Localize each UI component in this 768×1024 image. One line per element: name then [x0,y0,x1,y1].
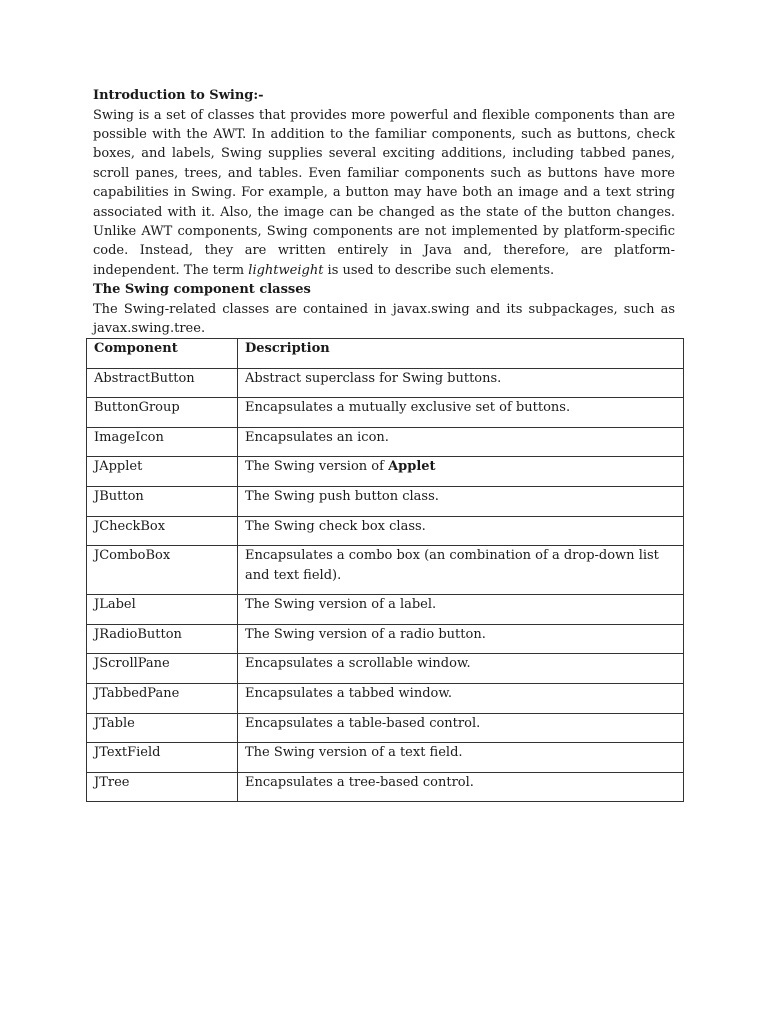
cell-description: Abstract superclass for Swing buttons. [238,368,684,398]
table-row [87,624,684,654]
cell-description: The Swing version of a text field. [238,743,684,773]
table-row [87,546,684,595]
cell-description: Encapsulates a combo box (an combination of a drop-down list and text field). [238,546,684,595]
cell-description: Encapsulates a mutually exclusive set of buttons. [238,398,684,428]
cell-component: JRadioButton [87,624,238,654]
table-row [87,713,684,743]
table-row [87,398,684,428]
cell-component: JTable [87,713,238,743]
intro-paragraph [93,106,675,281]
cell-description [238,457,684,487]
header-description: Description [238,339,684,369]
intro-heading: Introduction to Swing:- [93,88,264,103]
cell-component: JLabel [87,595,238,625]
component-table [86,338,684,802]
intro-paragraph-emphasis: lightweight [248,262,324,278]
cell-description: Encapsulates an icon. [238,427,684,457]
cell-component: JApplet [87,457,238,487]
cell-description: The Swing version of a label. [238,595,684,625]
cell-description: Encapsulates a scrollable window. [238,654,684,684]
cell-description: The Swing check box class. [238,516,684,546]
header-component: Component [87,339,238,369]
classes-heading: The Swing component classes [93,282,311,298]
cell-component: JCheckBox [87,516,238,546]
cell-description: Encapsulates a tree-based control. [238,772,684,802]
table-row [87,368,684,398]
cell-component: ButtonGroup [87,398,238,428]
cell-component: AbstractButton [87,368,238,398]
cell-description-text: The Swing version of [245,459,389,475]
cell-description: Encapsulates a table-based control. [238,713,684,743]
cell-description: Encapsulates a tabbed window. [238,683,684,713]
table-row [87,772,684,802]
cell-description-bold: Applet [388,459,436,475]
classes-paragraph: The Swing-related classes are contained in javax.swing and its subpackages, such as javax.swing.tree. [93,301,675,337]
table-row [87,516,684,546]
cell-component: JTabbedPane [87,683,238,713]
table-row [87,595,684,625]
intro-paragraph-tail: is used to describe such elements. [323,262,555,278]
table-row [87,486,684,516]
cell-component: JComboBox [87,546,238,595]
table-row [87,743,684,773]
cell-component: JTree [87,772,238,802]
table-row [87,654,684,684]
cell-component: ImageIcon [87,427,238,457]
intro-paragraph-text: Swing is a set of classes that provides more powerful and flexible components than are possible with the AWT. In addition to the familiar components, such as buttons, check boxes, and labels, Swing supplies several exciting additions, including tabbed panes, scroll panes, trees, and tables. Even familiar components such as buttons have more capabilities in Swing. For example, a button may have both an image and a text string associated with it. Also, the image can be changed as the state of the button changes. Unlike AWT components, Swing components are not implemented by platform-specific code. Instead, they are written entirely in Java and, therefore, are platform-independent. The term [93,107,675,278]
document-page [93,86,675,338]
cell-component: JButton [87,486,238,516]
table-header-row [87,339,684,369]
table-row [87,427,684,457]
cell-component: JTextField [87,743,238,773]
cell-description: The Swing version of a radio button. [238,624,684,654]
cell-component: JScrollPane [87,654,238,684]
table-row [87,683,684,713]
cell-description: The Swing push button class. [238,486,684,516]
table-row [87,457,684,487]
